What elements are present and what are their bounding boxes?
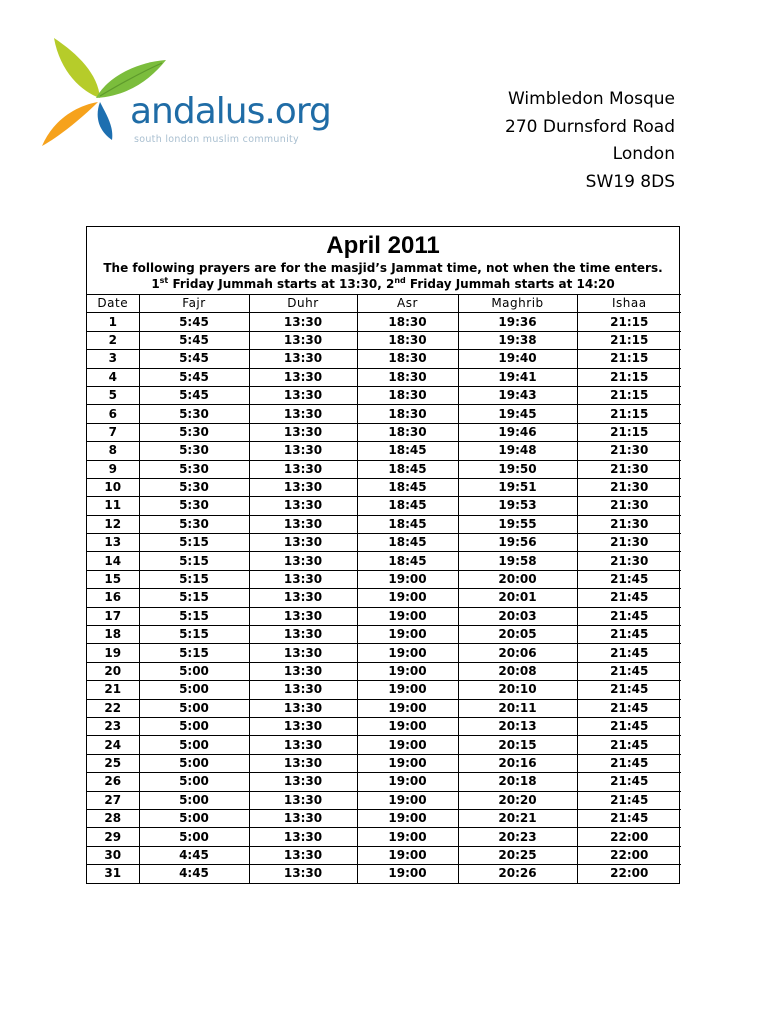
fajr-cell: 5:00	[139, 828, 249, 846]
duhr-cell: 13:30	[249, 570, 357, 588]
asr-cell: 19:00	[357, 846, 458, 864]
table-row	[87, 478, 681, 496]
ishaa-cell: 21:45	[577, 699, 681, 717]
asr-cell: 19:00	[357, 570, 458, 588]
ishaa-cell: 21:15	[577, 313, 681, 331]
asr-cell: 19:00	[357, 607, 458, 625]
asr-cell: 19:00	[357, 809, 458, 827]
table-row	[87, 662, 681, 680]
date-cell: 1	[87, 313, 139, 331]
table-row	[87, 497, 681, 515]
maghrib-cell: 19:45	[458, 405, 577, 423]
duhr-cell: 13:30	[249, 717, 357, 735]
fajr-cell: 5:00	[139, 699, 249, 717]
asr-cell: 18:45	[357, 478, 458, 496]
ishaa-cell: 21:30	[577, 460, 681, 478]
asr-cell: 18:45	[357, 442, 458, 460]
fajr-cell: 5:45	[139, 368, 249, 386]
asr-cell: 18:30	[357, 386, 458, 404]
duhr-cell: 13:30	[249, 478, 357, 496]
fajr-cell: 5:15	[139, 607, 249, 625]
ishaa-cell: 21:30	[577, 552, 681, 570]
duhr-cell: 13:30	[249, 368, 357, 386]
table-row	[87, 754, 681, 772]
asr-cell: 19:00	[357, 791, 458, 809]
prayer-timetable	[86, 226, 680, 884]
asr-cell: 18:30	[357, 368, 458, 386]
duhr-cell: 13:30	[249, 626, 357, 644]
date-cell: 27	[87, 791, 139, 809]
duhr-cell: 13:30	[249, 644, 357, 662]
fajr-cell: 5:45	[139, 313, 249, 331]
table-row	[87, 644, 681, 662]
duhr-cell: 13:30	[249, 350, 357, 368]
address-line: London	[612, 144, 675, 164]
maghrib-cell: 19:51	[458, 478, 577, 496]
ishaa-cell: 21:45	[577, 570, 681, 588]
table-row	[87, 809, 681, 827]
table-row	[87, 313, 681, 331]
date-cell: 13	[87, 534, 139, 552]
fajr-cell: 5:15	[139, 644, 249, 662]
date-cell: 19	[87, 644, 139, 662]
ishaa-cell: 21:30	[577, 478, 681, 496]
date-cell: 24	[87, 736, 139, 754]
jummah-first-suffix: st	[159, 276, 169, 285]
table-row	[87, 350, 681, 368]
duhr-cell: 13:30	[249, 589, 357, 607]
fajr-cell: 5:15	[139, 570, 249, 588]
ishaa-cell: 21:45	[577, 589, 681, 607]
duhr-cell: 13:30	[249, 865, 357, 883]
jummah-second-text: Friday Jummah starts at 14:20	[405, 277, 615, 291]
table-row	[87, 442, 681, 460]
ishaa-cell: 21:45	[577, 773, 681, 791]
maghrib-cell: 19:55	[458, 515, 577, 533]
ishaa-cell: 21:45	[577, 754, 681, 772]
duhr-cell: 13:30	[249, 828, 357, 846]
date-cell: 23	[87, 717, 139, 735]
asr-cell: 18:30	[357, 313, 458, 331]
date-cell: 12	[87, 515, 139, 533]
duhr-cell: 13:30	[249, 534, 357, 552]
maghrib-cell: 19:43	[458, 386, 577, 404]
fajr-cell: 5:45	[139, 331, 249, 349]
date-cell: 31	[87, 865, 139, 883]
logo-wordmark: andalus.org	[130, 91, 331, 132]
fajr-cell: 5:00	[139, 773, 249, 791]
mosque-address	[505, 86, 675, 196]
duhr-cell: 13:30	[249, 313, 357, 331]
table-header-row	[87, 295, 681, 313]
maghrib-cell: 19:38	[458, 331, 577, 349]
maghrib-cell: 20:00	[458, 570, 577, 588]
asr-cell: 19:00	[357, 754, 458, 772]
date-cell: 4	[87, 368, 139, 386]
fajr-cell: 5:15	[139, 626, 249, 644]
ishaa-cell: 21:30	[577, 442, 681, 460]
table-row	[87, 405, 681, 423]
table-body	[87, 313, 681, 883]
table-row	[87, 717, 681, 735]
table-row	[87, 460, 681, 478]
duhr-cell: 13:30	[249, 552, 357, 570]
fajr-cell: 5:00	[139, 809, 249, 827]
fajr-cell: 5:30	[139, 478, 249, 496]
date-cell: 18	[87, 626, 139, 644]
asr-cell: 18:45	[357, 460, 458, 478]
asr-cell: 19:00	[357, 828, 458, 846]
timetable-title: April 2011	[326, 232, 440, 259]
date-cell: 22	[87, 699, 139, 717]
date-cell: 2	[87, 331, 139, 349]
address-line: Wimbledon Mosque	[507, 89, 675, 109]
maghrib-cell: 20:06	[458, 644, 577, 662]
maghrib-cell: 19:48	[458, 442, 577, 460]
duhr-cell: 13:30	[249, 497, 357, 515]
maghrib-cell: 20:16	[458, 754, 577, 772]
asr-cell: 18:30	[357, 405, 458, 423]
date-cell: 26	[87, 773, 139, 791]
date-cell: 21	[87, 681, 139, 699]
duhr-cell: 13:30	[249, 681, 357, 699]
jummah-first-number: 1	[151, 277, 160, 291]
table-row	[87, 846, 681, 864]
maghrib-cell: 20:23	[458, 828, 577, 846]
column-header-fajr: Fajr	[139, 295, 249, 313]
ishaa-cell: 21:30	[577, 534, 681, 552]
asr-cell: 19:00	[357, 626, 458, 644]
date-cell: 7	[87, 423, 139, 441]
ishaa-cell: 21:15	[577, 350, 681, 368]
fajr-cell: 5:00	[139, 791, 249, 809]
date-cell: 29	[87, 828, 139, 846]
address-line: SW19 8DS	[585, 171, 675, 192]
date-cell: 14	[87, 552, 139, 570]
duhr-cell: 13:30	[249, 515, 357, 533]
date-cell: 17	[87, 607, 139, 625]
ishaa-cell: 21:30	[577, 497, 681, 515]
asr-cell: 19:00	[357, 773, 458, 791]
andalus-logo	[38, 36, 331, 156]
column-header-asr: Asr	[357, 295, 458, 313]
table-row	[87, 626, 681, 644]
maghrib-cell: 20:08	[458, 662, 577, 680]
fajr-cell: 5:15	[139, 552, 249, 570]
date-cell: 28	[87, 809, 139, 827]
fajr-cell: 5:45	[139, 350, 249, 368]
fajr-cell: 5:45	[139, 386, 249, 404]
ishaa-cell: 21:30	[577, 515, 681, 533]
table-row	[87, 386, 681, 404]
date-cell: 10	[87, 478, 139, 496]
fajr-cell: 5:00	[139, 662, 249, 680]
ishaa-cell: 21:45	[577, 791, 681, 809]
fajr-cell: 5:30	[139, 497, 249, 515]
asr-cell: 18:30	[357, 350, 458, 368]
maghrib-cell: 19:53	[458, 497, 577, 515]
date-cell: 16	[87, 589, 139, 607]
duhr-cell: 13:30	[249, 809, 357, 827]
asr-cell: 18:30	[357, 331, 458, 349]
duhr-cell: 13:30	[249, 662, 357, 680]
maghrib-cell: 19:50	[458, 460, 577, 478]
table-row	[87, 865, 681, 883]
date-cell: 5	[87, 386, 139, 404]
ishaa-cell: 21:45	[577, 717, 681, 735]
date-cell: 8	[87, 442, 139, 460]
prayer-times-table	[87, 294, 681, 883]
table-row	[87, 828, 681, 846]
table-row	[87, 515, 681, 533]
column-header-duhr: Duhr	[249, 295, 357, 313]
fajr-cell: 4:45	[139, 865, 249, 883]
duhr-cell: 13:30	[249, 460, 357, 478]
duhr-cell: 13:30	[249, 423, 357, 441]
duhr-cell: 13:30	[249, 331, 357, 349]
table-row	[87, 570, 681, 588]
table-row	[87, 368, 681, 386]
fajr-cell: 5:00	[139, 717, 249, 735]
duhr-cell: 13:30	[249, 846, 357, 864]
duhr-cell: 13:30	[249, 773, 357, 791]
ishaa-cell: 22:00	[577, 846, 681, 864]
ishaa-cell: 21:15	[577, 368, 681, 386]
jummah-second-suffix: nd	[394, 276, 406, 285]
asr-cell: 18:45	[357, 534, 458, 552]
maghrib-cell: 20:25	[458, 846, 577, 864]
maghrib-cell: 19:46	[458, 423, 577, 441]
date-cell: 30	[87, 846, 139, 864]
jummah-first-text: Friday Jummah starts at 13:30,	[168, 277, 386, 291]
table-row	[87, 699, 681, 717]
column-header-ishaa: Ishaa	[577, 295, 681, 313]
asr-cell: 19:00	[357, 681, 458, 699]
fajr-cell: 5:15	[139, 589, 249, 607]
asr-cell: 19:00	[357, 644, 458, 662]
date-cell: 15	[87, 570, 139, 588]
maghrib-cell: 19:36	[458, 313, 577, 331]
ishaa-cell: 21:45	[577, 662, 681, 680]
maghrib-cell: 20:11	[458, 699, 577, 717]
asr-cell: 18:45	[357, 552, 458, 570]
maghrib-cell: 20:20	[458, 791, 577, 809]
table-row	[87, 791, 681, 809]
duhr-cell: 13:30	[249, 405, 357, 423]
ishaa-cell: 21:15	[577, 405, 681, 423]
jummah-note	[87, 276, 679, 292]
table-row	[87, 552, 681, 570]
date-cell: 25	[87, 754, 139, 772]
duhr-cell: 13:30	[249, 791, 357, 809]
maghrib-cell: 19:41	[458, 368, 577, 386]
ishaa-cell: 21:45	[577, 607, 681, 625]
table-row	[87, 681, 681, 699]
date-cell: 11	[87, 497, 139, 515]
timetable-note: The following prayers are for the masjid’s Jammat time, not when the time enters.	[103, 261, 663, 275]
date-cell: 6	[87, 405, 139, 423]
maghrib-cell: 20:15	[458, 736, 577, 754]
fajr-cell: 5:00	[139, 754, 249, 772]
table-row	[87, 607, 681, 625]
ishaa-cell: 21:15	[577, 331, 681, 349]
address-line: 270 Durnsford Road	[505, 116, 675, 137]
maghrib-cell: 20:03	[458, 607, 577, 625]
asr-cell: 18:45	[357, 515, 458, 533]
duhr-cell: 13:30	[249, 754, 357, 772]
fajr-cell: 5:00	[139, 681, 249, 699]
table-row	[87, 423, 681, 441]
ishaa-cell: 21:45	[577, 681, 681, 699]
maghrib-cell: 19:58	[458, 552, 577, 570]
logo-tagline: south london muslim community	[134, 134, 299, 145]
maghrib-cell: 20:10	[458, 681, 577, 699]
fajr-cell: 5:00	[139, 736, 249, 754]
maghrib-cell: 19:40	[458, 350, 577, 368]
date-cell: 20	[87, 662, 139, 680]
fajr-cell: 5:30	[139, 460, 249, 478]
maghrib-cell: 20:05	[458, 626, 577, 644]
table-row	[87, 773, 681, 791]
asr-cell: 19:00	[357, 865, 458, 883]
ishaa-cell: 21:15	[577, 386, 681, 404]
column-header-date: Date	[87, 295, 139, 313]
table-row	[87, 589, 681, 607]
maghrib-cell: 20:01	[458, 589, 577, 607]
column-header-maghrib: Maghrib	[458, 295, 577, 313]
ishaa-cell: 21:45	[577, 626, 681, 644]
maghrib-cell: 19:56	[458, 534, 577, 552]
table-row	[87, 331, 681, 349]
fajr-cell: 5:30	[139, 405, 249, 423]
duhr-cell: 13:30	[249, 736, 357, 754]
fajr-cell: 4:45	[139, 846, 249, 864]
ishaa-cell: 21:45	[577, 736, 681, 754]
maghrib-cell: 20:18	[458, 773, 577, 791]
ishaa-cell: 21:15	[577, 423, 681, 441]
maghrib-cell: 20:26	[458, 865, 577, 883]
asr-cell: 19:00	[357, 717, 458, 735]
fajr-cell: 5:15	[139, 534, 249, 552]
jummah-second-number: 2	[385, 277, 395, 291]
ishaa-cell: 22:00	[577, 828, 681, 846]
ishaa-cell: 22:00	[577, 865, 681, 883]
fajr-cell: 5:30	[139, 442, 249, 460]
maghrib-cell: 20:21	[458, 809, 577, 827]
fajr-cell: 5:30	[139, 515, 249, 533]
asr-cell: 19:00	[357, 589, 458, 607]
date-cell: 9	[87, 460, 139, 478]
duhr-cell: 13:30	[249, 699, 357, 717]
duhr-cell: 13:30	[249, 442, 357, 460]
asr-cell: 19:00	[357, 699, 458, 717]
ishaa-cell: 21:45	[577, 809, 681, 827]
asr-cell: 18:30	[357, 423, 458, 441]
table-row	[87, 736, 681, 754]
duhr-cell: 13:30	[249, 607, 357, 625]
fajr-cell: 5:30	[139, 423, 249, 441]
asr-cell: 19:00	[357, 662, 458, 680]
asr-cell: 18:45	[357, 497, 458, 515]
date-cell: 3	[87, 350, 139, 368]
maghrib-cell: 20:13	[458, 717, 577, 735]
asr-cell: 19:00	[357, 736, 458, 754]
duhr-cell: 13:30	[249, 386, 357, 404]
table-row	[87, 534, 681, 552]
ishaa-cell: 21:45	[577, 644, 681, 662]
